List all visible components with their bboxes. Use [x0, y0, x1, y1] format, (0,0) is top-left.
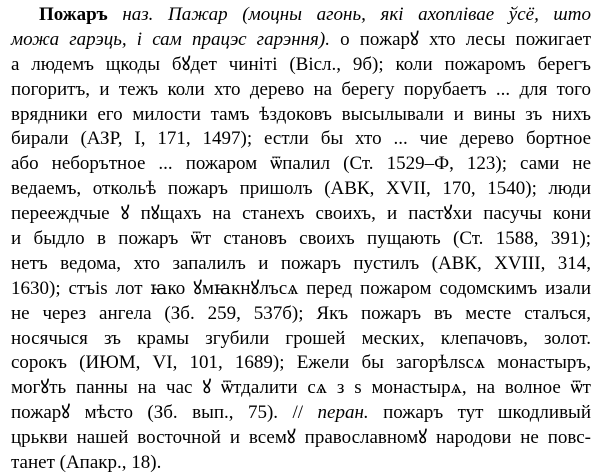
- entry-text-segment: не через ангела (Зб. 259, 537б); Якъ пожаръ въ месте сталъся,: [11, 302, 591, 324]
- entry-text-segment: носячыся зъ крамы згубили грошей меских, клепачовъ, золот.: [11, 327, 591, 349]
- entry-line: [11, 401, 591, 426]
- entry-text-segment: або неборътное ... пожаром ѿпалил (Ст. 1529–Ф, 123); сами не: [11, 153, 591, 175]
- entry-line: [11, 202, 591, 227]
- entry-line: [11, 177, 591, 202]
- entry-line: [11, 327, 591, 352]
- entry-text-segment: нетъ ведома, хто запалилъ и пожаръ пустилъ (АВК, XVIII, 314,: [11, 252, 591, 274]
- entry-text-segment: црькви нашей восточной и всемꙋ православномꙋ народови не повс-: [11, 427, 591, 449]
- entry-line: [11, 426, 591, 451]
- entry-text-segment: врядники его милости тамъ ѣздоковъ высылывали и вины зъ нихъ: [11, 103, 591, 125]
- entry-line: [11, 277, 591, 302]
- entry-text-segment: погоритъ, и тежъ коли хто дерево на берегу порубаетъ ... для того: [11, 78, 591, 100]
- entry-line: [11, 376, 591, 401]
- entry-line: [11, 3, 591, 28]
- entry-gloss-italic: перан.: [303, 402, 369, 424]
- entry-line: [11, 53, 591, 78]
- entry-line: [11, 351, 591, 376]
- entry-text-segment: ведаемъ, откольѣ пожаръ пришолъ (АВК, XVII, 170, 1540); люди: [11, 178, 591, 200]
- entry-text-segment: сорокъ (ИЮМ, VI, 101, 1689); Ежели бы загорѣлѕсѧ монастыръ,: [11, 352, 591, 374]
- entry-line: [11, 103, 591, 128]
- entry-text-segment: 1630); стъіѕ лот ꙗко ꙋмꙗкнꙋлъсѧ перед пожаром содомскимъ изали: [11, 277, 591, 299]
- entry-text-segment: бирали (АЗР, I, 171, 1497); естли бы хто ... чие дерево бортное: [11, 128, 591, 150]
- entry-line: [11, 252, 591, 277]
- entry-line: [11, 227, 591, 252]
- entry-text-segment: [108, 4, 123, 25]
- entry-line: [11, 451, 591, 476]
- entry-text-segment: а людемъ щкоды бꙋдет чиніті (Вісл., 9б); коли пожаромъ берегъ: [11, 53, 591, 75]
- entry-line: [11, 127, 591, 152]
- entry-gloss-italic: можа гарэць, і сам працэс гарэння).: [11, 28, 330, 50]
- entry-headword: Пожаръ: [39, 4, 108, 25]
- entry-line: [11, 302, 591, 327]
- entry-line: [11, 78, 591, 103]
- entry-text-segment: о пожарꙋ хто лесы пожигает: [329, 28, 591, 50]
- entry-line: [11, 28, 591, 53]
- entry-text-segment: и быдло в пожаръ ѿт становъ своихъ пущають (Ст. 1588, 391);: [11, 228, 591, 250]
- entry-text-segment: пожаръ тут шкодливый: [368, 402, 591, 424]
- entry-text-segment: перееждчые ꙋ пꙋщахъ на станехъ своихъ, и пастꙋхи пасучы кони: [11, 203, 591, 225]
- entry-text-segment: пожарꙋ мѣсто (Зб. вып., 75). //: [11, 402, 304, 424]
- dictionary-entry: [11, 3, 591, 476]
- entry-gloss-italic: наз. Пажар (моцны агонь, які ахоплівае ўсё, што: [122, 4, 591, 25]
- entry-line: [11, 152, 591, 177]
- entry-text-segment: танет (Апакр., 18).: [11, 452, 162, 474]
- entry-text-segment: могꙋть панны на час ꙋ ѿтдалити сѧ з ѕ монастырѧ, на волное ѿт: [11, 377, 591, 399]
